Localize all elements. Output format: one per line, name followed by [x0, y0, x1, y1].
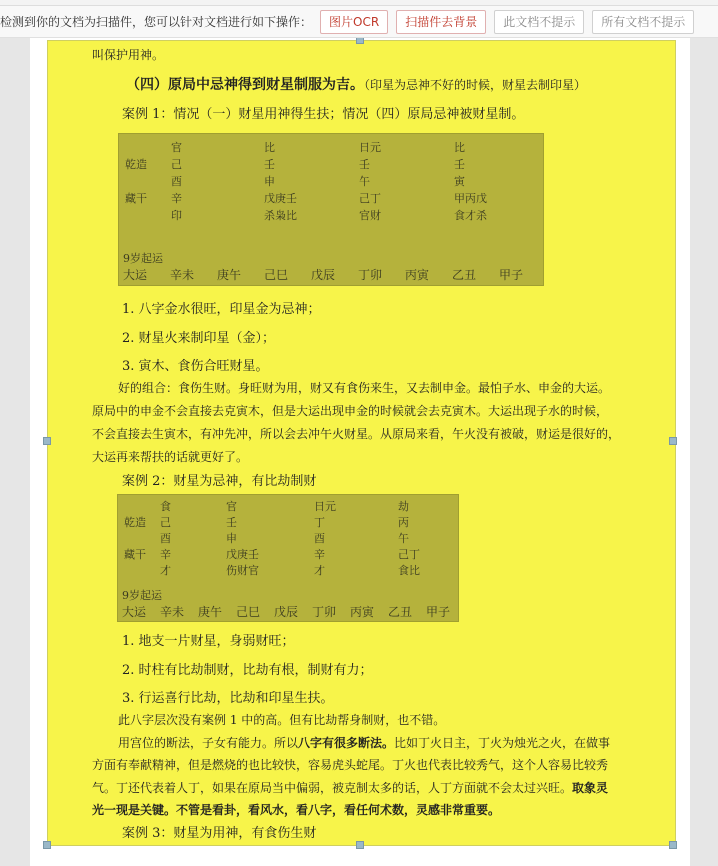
chart-cell-gods: 比 [264, 141, 275, 154]
resize-handle[interactable] [43, 841, 51, 849]
bazi-chart-2 [117, 494, 459, 622]
chart-cell-hidden: 辛 [171, 192, 182, 205]
chart-cell-stems: 壬 [226, 516, 237, 529]
luck-start-label: 9岁起运 [123, 252, 163, 265]
luck-pillar: 丙寅 [350, 605, 375, 619]
luck-pillar: 辛未 [160, 605, 185, 619]
list-item: 2. 财星火来制印星（金）； [122, 331, 276, 346]
chart-cell-gods: 官 [171, 141, 182, 154]
luck-pillar: 戊辰 [274, 605, 299, 619]
image-ocr-button[interactable]: 图片OCR [320, 10, 388, 34]
paragraph-line: 用宫位的断法，子女有能力。所以八字有很多断法。比如丁火日主，丁火为烛光之火，在做事 [118, 736, 611, 750]
paragraph-line: 原局中的申金不会直接去克寅木，但是大运出现申金的时候就会去克寅木。大运出现子水的时候， [92, 404, 609, 418]
paragraph-line: 气。丁还代表着人丁，如果在原局当中偏弱，被克制太多的话，人丁方面就不会太过兴旺。取象灵 [92, 781, 609, 795]
chart-cell-hidden_gods: 官财 [359, 209, 381, 222]
chart-cell-hidden: 辛 [160, 548, 171, 561]
luck-pillar: 己巳 [236, 605, 261, 619]
luck-pillar: 甲子 [426, 605, 451, 619]
chart-cell-hidden: 戊庚壬 [226, 548, 259, 561]
luck-pillar: 大运 [122, 605, 147, 619]
list-item: 1. 八字金水很旺，印星金为忌神； [122, 302, 321, 317]
chart-cell-hidden_gods: 伤财官 [226, 564, 259, 577]
chart-cell-gods: 日元 [314, 500, 336, 513]
text-line: 叫保护用神。 [92, 48, 165, 62]
scan-notice-bar [0, 6, 718, 38]
case-1-title: 案例 1：情况（一）财星用神得生扶；情况（四）原局忌神被财星制。 [122, 107, 525, 122]
chart-cell-branches: 酉 [314, 532, 325, 545]
paragraph-line: 方面有奉献精神，但是燃烧的也比较快，容易虎头蛇尾。丁火也代表比较秀气，这个人容易比较秀 [92, 758, 609, 772]
bazi-chart-1 [118, 133, 544, 286]
luck-start-label: 9岁起运 [122, 589, 162, 602]
luck-pillar: 庚午 [198, 605, 223, 619]
chart-cell-gods: 比 [454, 141, 465, 154]
paragraph-line: 光一现是关键。不管是看卦，看风水，看八字，看任何术数，灵感非常重要。 [92, 803, 501, 817]
chart-cell-branches: 寅 [454, 175, 465, 188]
row-label: 乾造 [125, 158, 147, 171]
chart-cell-hidden: 己丁 [359, 192, 381, 205]
notice-message: 检测到你的文档为扫描件，您可以针对文档进行如下操作： [0, 15, 313, 29]
luck-pillar: 大运 [123, 268, 148, 282]
chart-cell-hidden_gods: 食才杀 [454, 209, 487, 222]
resize-handle[interactable] [669, 437, 677, 445]
row-label: 藏干 [125, 192, 147, 205]
chart-cell-branches: 午 [398, 532, 409, 545]
luck-pillar: 丙寅 [405, 268, 430, 282]
luck-pillar: 乙丑 [452, 268, 477, 282]
luck-pillar: 丁卯 [358, 268, 383, 282]
row-label: 乾造 [124, 516, 146, 529]
luck-pillar: 辛未 [170, 268, 195, 282]
chart-cell-hidden: 己丁 [398, 548, 420, 561]
chart-cell-stems: 己 [171, 158, 182, 171]
chart-cell-hidden: 甲丙戊 [454, 192, 487, 205]
chart-cell-branches: 申 [226, 532, 237, 545]
luck-pillar: 甲子 [499, 268, 524, 282]
list-item: 1. 地支一片财星，身弱财旺； [122, 634, 295, 649]
paragraph-line: 此八字层次没有案例 1 中的高。但有比劫帮身制财，也不错。 [118, 713, 446, 727]
chart-cell-gods: 日元 [359, 141, 381, 154]
chart-cell-gods: 食 [160, 500, 171, 513]
chart-cell-gods: 劫 [398, 500, 409, 513]
paragraph-line: 大运再来帮扶的话就更好了。 [92, 450, 249, 464]
luck-pillar: 戊辰 [311, 268, 336, 282]
chart-cell-hidden_gods: 食比 [398, 564, 420, 577]
luck-pillar: 丁卯 [312, 605, 337, 619]
list-item: 3. 行运喜行比劫，比劫和印星生扶。 [122, 691, 334, 706]
resize-handle[interactable] [43, 437, 51, 445]
paragraph-line: 好的组合：食伤生财。身旺财为用，财又有食伤来生，又去制申金。最怕子水、申金的大运。 [118, 381, 611, 395]
luck-pillar: 乙丑 [388, 605, 413, 619]
chart-cell-branches: 酉 [160, 532, 171, 545]
resize-handle[interactable] [669, 841, 677, 849]
chart-cell-hidden: 戊庚壬 [264, 192, 297, 205]
chart-cell-stems: 丁 [314, 516, 325, 529]
list-item: 2. 时柱有比劫制财，比劫有根，制财有力； [122, 663, 373, 678]
chart-cell-branches: 酉 [171, 175, 182, 188]
chart-cell-stems: 壬 [264, 158, 275, 171]
case-2-title: 案例 2：财星为忌神，有比劫制财 [122, 474, 317, 489]
chart-cell-gods: 官 [226, 500, 237, 513]
chart-cell-hidden: 辛 [314, 548, 325, 561]
remove-background-button[interactable]: 扫描件去背景 [396, 10, 486, 34]
chart-cell-branches: 申 [264, 175, 275, 188]
chart-cell-stems: 壬 [359, 158, 370, 171]
chart-cell-hidden_gods: 杀枭比 [264, 209, 297, 222]
chart-cell-stems: 己 [160, 516, 171, 529]
chart-cell-hidden_gods: 才 [160, 564, 171, 577]
chart-cell-hidden_gods: 印 [171, 209, 182, 222]
luck-pillar: 庚午 [217, 268, 242, 282]
resize-handle[interactable] [356, 841, 364, 849]
list-item: 3. 寅木、食伤合旺财星。 [122, 359, 269, 374]
paragraph-line: 不会直接去生寅木，有冲先冲，所以会去冲午火财星。从原局来看，午火没有被破，财运是很好的， [92, 427, 621, 441]
dont-remind-this-doc-button[interactable]: 此文档不提示 [494, 10, 584, 34]
chart-cell-branches: 午 [359, 175, 370, 188]
section-heading: （四）原局中忌神得到财星制服为吉。（印星为忌神不好的时候，财星去制印星） [126, 77, 587, 93]
luck-pillar: 己巳 [264, 268, 289, 282]
dont-remind-all-docs-button[interactable]: 所有文档不提示 [592, 10, 694, 34]
chart-cell-stems: 壬 [454, 158, 465, 171]
row-label: 藏干 [124, 548, 146, 561]
chart-cell-hidden_gods: 才 [314, 564, 325, 577]
case-3-title: 案例 3：财星为用神，有食伤生财 [122, 826, 317, 841]
chart-cell-stems: 丙 [398, 516, 409, 529]
